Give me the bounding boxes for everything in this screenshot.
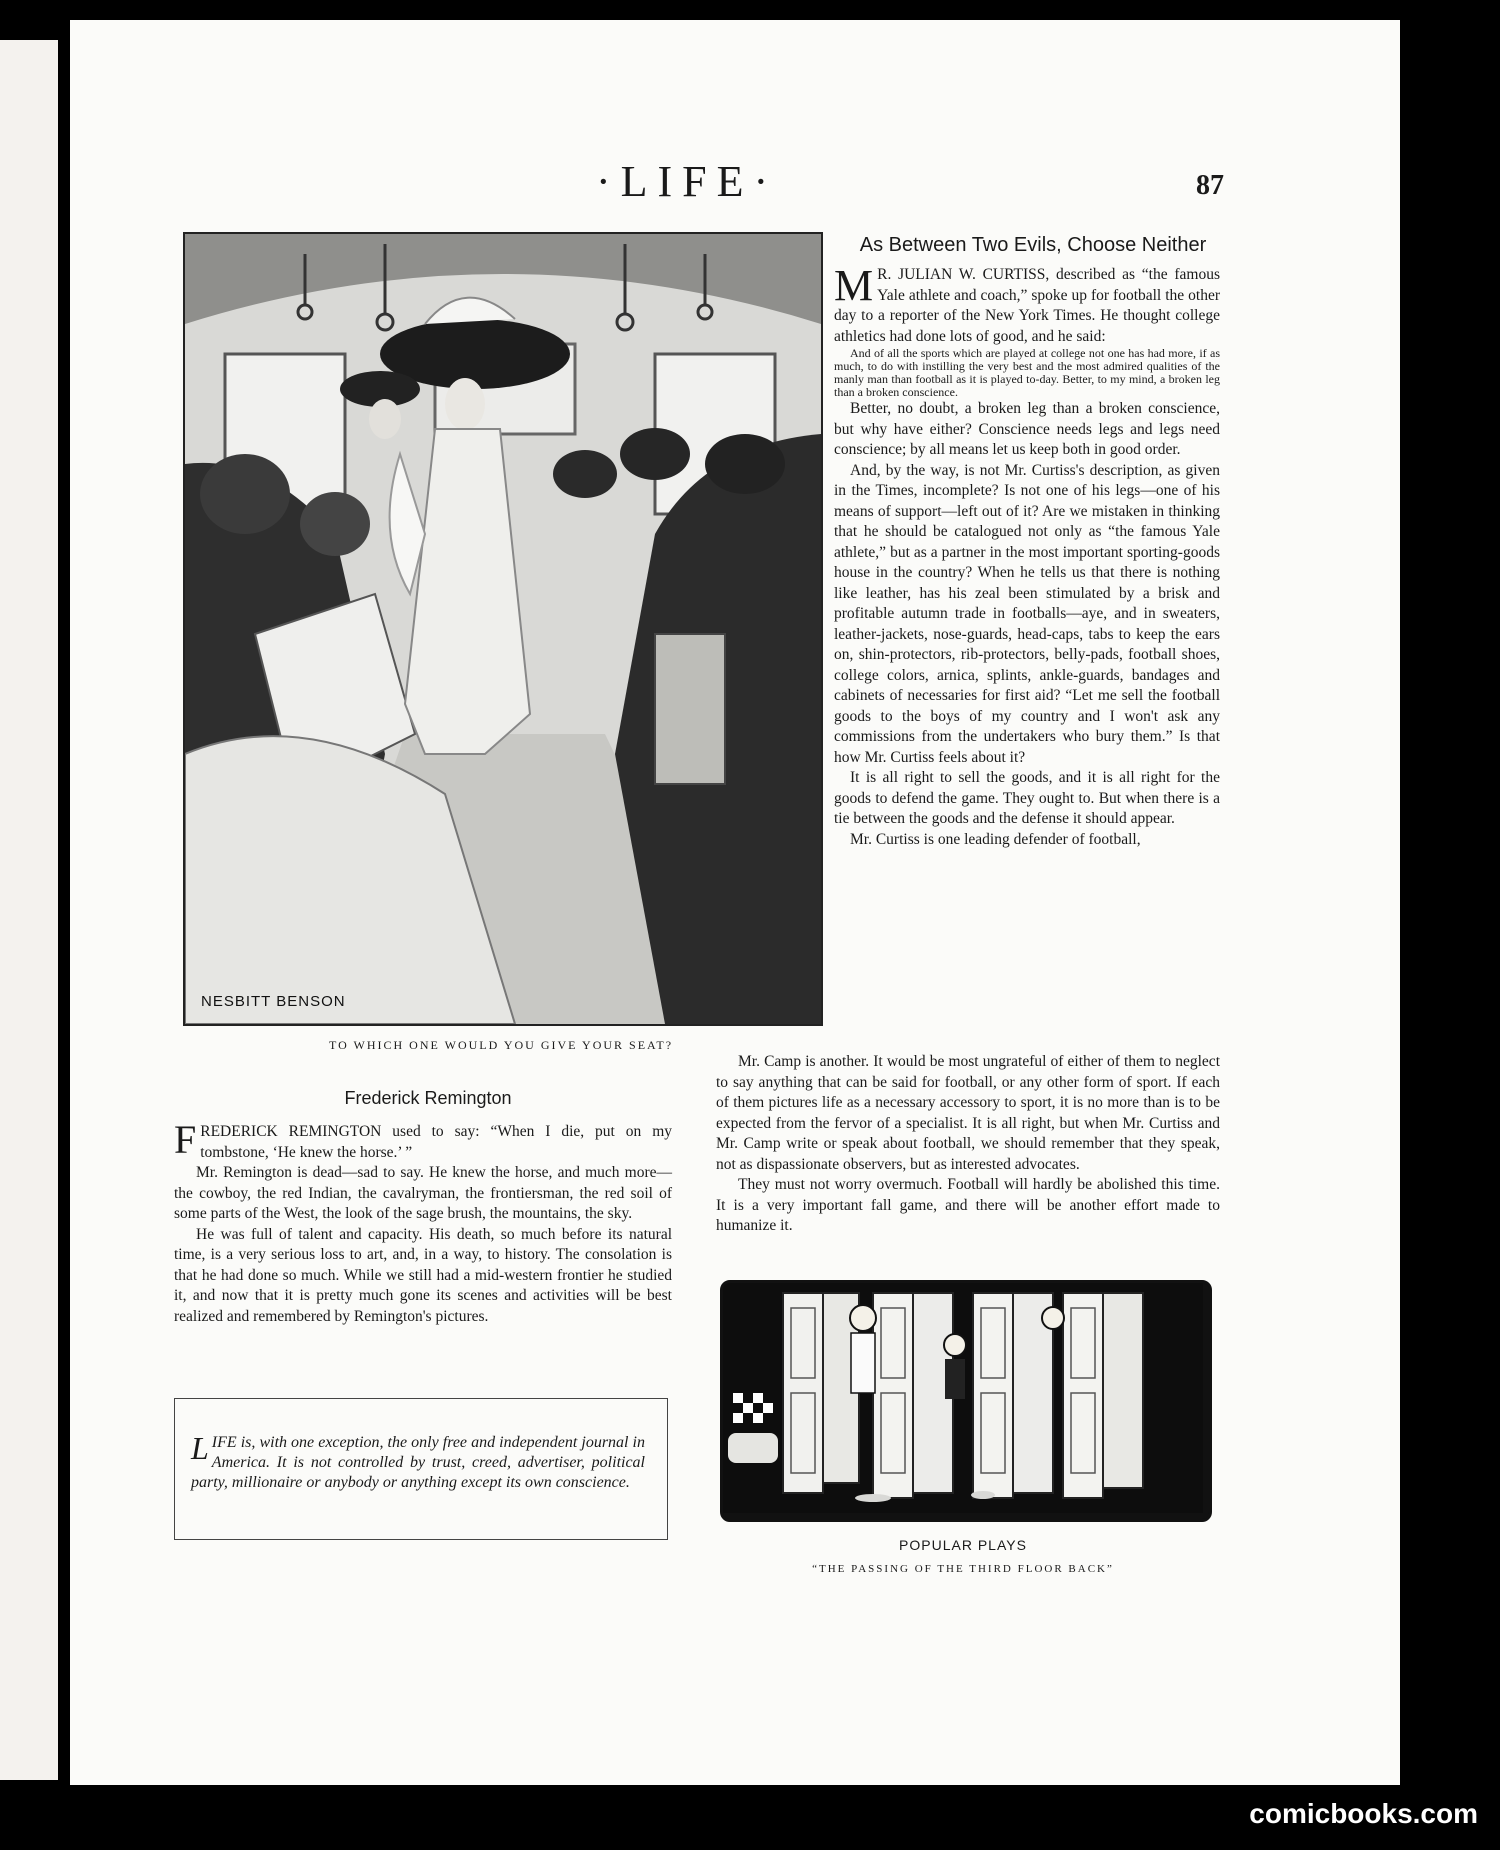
editorial-notice bbox=[174, 1398, 668, 1540]
remington-paragraph: He was full of talent and capacity. His death, so much before its natural time, is a very serious loss to art, and, in a way, to history. The consolation is that he had done so much. While we still had a mid-western frontier he studied it, and now that it is pretty much gone its scenes and activities will be best realized and remembered by Remington's pictures. bbox=[174, 1225, 672, 1325]
drop-cap: L bbox=[191, 1430, 209, 1466]
illustration-caption: TO WHICH ONE WOULD YOU GIVE YOUR SEAT? bbox=[328, 1038, 674, 1052]
article-paragraph: And, by the way, is not Mr. Curtiss's description, as given in the Times, incomplete? Is not one of his legs—one of his means of support—left out of it? Are we mistaken in thinking that he should be catalogued not only as “the famous Yale athlete,” but as a partner in the most important sporting-goods house in the country? When he tells us that there is nothing like leather, has his zeal been stimulated by a brisk and profitable autumn trade in footballs—aye, and in sweaters, leather-jackets, nose-guards, head-caps, tabs to keep the ears on, shin-protectors, rib-protectors, belly-pads, football shoes, college colors, arnica, splints, ankle-guards, bandages and cabinets of necessaries for first aid? “Let me sell the football goods to the boys of my country and I won't ask any commissions from the undertakers who bury them.” Is that how Mr. Curtiss feels about it? bbox=[834, 461, 1220, 766]
article-quote: And of all the sports which are played at college not one has had more, if as much, to do with instilling the very best and the most admired qualities of the manly man than football as it is played to-day. Better, to my mind, a broken leg than a broken conscience. bbox=[834, 346, 1220, 399]
article-paragraph: It is all right to sell the goods, and it is all right for the goods to defend the game. They ought to. But when there is a tie between the goods and the defense it should appear. bbox=[834, 769, 1220, 827]
remington-column bbox=[174, 1117, 672, 1327]
masthead: ·LIFE· bbox=[596, 157, 779, 206]
adjacent-page-edge bbox=[0, 40, 58, 1780]
remington-title: Frederick Remington bbox=[344, 1088, 512, 1108]
cartoon-title: POPULAR PLAYS bbox=[899, 1537, 1027, 1553]
artist-signature: NESBITT BENSON bbox=[201, 993, 346, 1010]
article-title: As Between Two Evils, Choose Neither bbox=[859, 234, 1207, 256]
remington-paragraph bbox=[174, 1117, 672, 1163]
site-watermark: comicbooks.com bbox=[1249, 1798, 1478, 1829]
drop-cap: F bbox=[174, 1117, 197, 1162]
popular-plays-cartoon bbox=[720, 1280, 1212, 1522]
streetcar-illustration bbox=[183, 232, 823, 1026]
article-paragraph bbox=[834, 261, 1220, 347]
article-paragraph: Mr. Curtiss is one leading defender of football, bbox=[850, 830, 1141, 848]
drop-cap: M bbox=[834, 261, 874, 310]
remington-paragraph: Mr. Remington is dead—sad to say. He knew the horse, and much more—the cowboy, the red Indian, the cavalryman, the frontiersman, the red soil of some parts of the West, the look of the sage brush, the mountains, the sky. bbox=[174, 1164, 672, 1222]
article-column bbox=[834, 261, 1220, 850]
article-paragraph: They must not worry overmuch. Football will hardly be abolished this time. It is a very important fall game, and there will be another effort made to humanize it. bbox=[716, 1176, 1220, 1234]
article-paragraph: Mr. Camp is another. It would be most ungrateful of either of them to neglect to say anything that can be said for football, or any other form of sport. If each of them pictures life as a necessary accessory to sport, it is no more than is to be expected from the fervor of a specialist. It is all right, but when Mr. Curtiss and Mr. Camp write or speak about football, we should remember that they speak, not as dispassionate observers, but as interested advocates. bbox=[716, 1053, 1220, 1173]
remington-paragraph-text: REDERICK REMINGTON used to say: “When I die, put on my tombstone, ‘He knew the horse.’ ” bbox=[200, 1123, 672, 1161]
page-number: 87 bbox=[1196, 170, 1224, 201]
article-paragraph-text: R. JULIAN W. CURTISS, described as “the famous Yale athlete and coach,” spoke up for football the other day to a reporter of the New York Times. He thought college athletics had done lots of good, and he said: bbox=[834, 266, 1220, 345]
article-continuation bbox=[716, 1052, 1220, 1237]
cartoon-subtitle: “THE PASSING OF THE THIRD FLOOR BACK” bbox=[812, 1563, 1114, 1575]
notice-text: IFE is, with one exception, the only free and independent journal in America. It is not controlled by trust, creed, advertiser, political party, millionaire or anybody or anything except its own conscience. bbox=[191, 1434, 645, 1491]
streetcar-drawing bbox=[185, 234, 821, 1024]
cartoon-drawing bbox=[723, 1283, 1203, 1513]
article-paragraph: Better, no doubt, a broken leg than a broken conscience, but why have either? Conscience needs legs and legs need conscience; by all means let us keep both in good order. bbox=[834, 400, 1220, 458]
